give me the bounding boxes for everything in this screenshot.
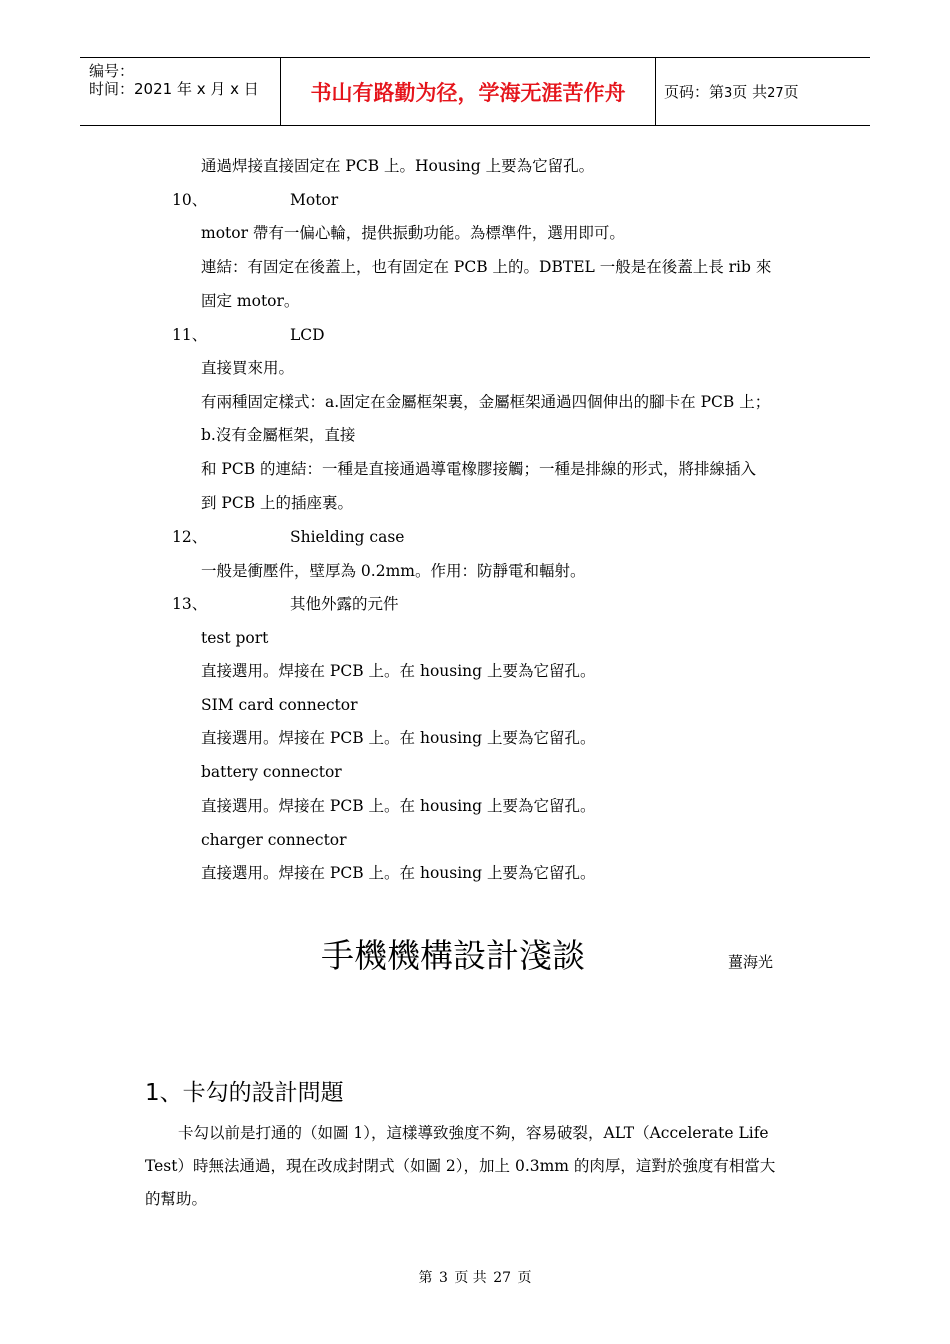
- item-10-number: 10、: [172, 191, 208, 209]
- intro-line: 通過焊接直接固定在 PCB 上。Housing 上要為它留孔。: [201, 157, 595, 175]
- total-pages: 27: [767, 86, 784, 101]
- page-footer: [0, 1268, 950, 1288]
- item-13-line: battery connector: [201, 763, 342, 781]
- footer-label-mid: 页 共: [454, 1270, 487, 1286]
- item-11-line: b.沒有金屬框架，直接: [201, 426, 356, 444]
- item-13-number: 13、: [172, 595, 208, 613]
- item-11-line: 到 PCB 上的插座裏。: [201, 494, 354, 512]
- item-13-line: 直接選用。焊接在 PCB 上。在 housing 上要為它留孔。: [201, 729, 596, 747]
- document-time-label: 时间：2021 年 x 月 x 日: [89, 80, 259, 98]
- item-13-line: 直接選用。焊接在 PCB 上。在 housing 上要為它留孔。: [201, 797, 596, 815]
- item-13-line: 直接選用。焊接在 PCB 上。在 housing 上要為它留孔。: [201, 864, 596, 882]
- header-motto-cell: [280, 58, 656, 125]
- header-page-info: [664, 81, 799, 102]
- header-motto: 书山有路勤为径，学海无涯苦作舟: [310, 80, 626, 105]
- document-number-label: 编号：: [89, 62, 135, 80]
- item-12-line: 一般是衝壓件，壁厚為 0.2mm。作用：防靜電和輻射。: [201, 562, 586, 580]
- article-title: 手機機構設計淺談: [321, 936, 585, 975]
- page-number: 3: [724, 86, 733, 101]
- footer-label-post: 页: [517, 1270, 532, 1286]
- header-left-cell: [80, 58, 280, 125]
- item-11-line: 和 PCB 的連結：一種是直接通過導電橡膠接觸；一種是排線的形式，將排線插入: [201, 460, 757, 478]
- footer-page-number: 3: [438, 1270, 448, 1286]
- footer-label-pre: 第: [418, 1270, 433, 1286]
- item-11-line: 直接買來用。: [201, 359, 295, 377]
- page-label-mid: 页 共: [732, 83, 768, 101]
- item-10-title: Motor: [290, 191, 339, 209]
- footer-total-pages: 27: [493, 1270, 512, 1286]
- page-label-pre: 页码：第: [664, 83, 725, 101]
- page-label-post: 页: [783, 83, 799, 101]
- section-1-line: Test）時無法通過，現在改成封閉式（如圖 2），加上 0.3mm 的肉厚，這對於強度有相當大: [145, 1157, 776, 1175]
- item-12-title: Shielding case: [290, 528, 405, 546]
- item-13-line: SIM card connector: [201, 696, 358, 714]
- item-13-title: 其他外露的元件: [290, 595, 399, 613]
- section-1-title: 1、卡勾的設計問題: [145, 1080, 344, 1106]
- item-11-line: 有兩種固定樣式：a.固定在金屬框架裏，金屬框架通過四個伸出的腳卡在 PCB 上；: [201, 393, 771, 411]
- item-10-line: motor 帶有一偏心輪，提供振動功能。為標準件，選用即可。: [201, 224, 625, 242]
- item-13-line: 直接選用。焊接在 PCB 上。在 housing 上要為它留孔。: [201, 662, 596, 680]
- header-page-cell: [655, 58, 870, 125]
- item-11-number: 11、: [172, 326, 208, 344]
- article-author: 薑海光: [728, 953, 774, 971]
- page-header: [80, 57, 870, 126]
- item-13-line: test port: [201, 629, 269, 647]
- section-1-line: 的幫助。: [145, 1190, 208, 1208]
- item-10-line: 固定 motor。: [201, 292, 300, 310]
- item-11-title: LCD: [290, 326, 325, 344]
- item-13-line: charger connector: [201, 831, 347, 849]
- item-10-line: 連結：有固定在後蓋上，也有固定在 PCB 上的。DBTEL 一般是在後蓋上長 rib 來: [201, 258, 772, 276]
- section-1-line: 卡勾以前是打通的（如圖 1），這樣導致強度不夠，容易破裂，ALT（Accelerate Life: [178, 1124, 769, 1142]
- item-12-number: 12、: [172, 528, 208, 546]
